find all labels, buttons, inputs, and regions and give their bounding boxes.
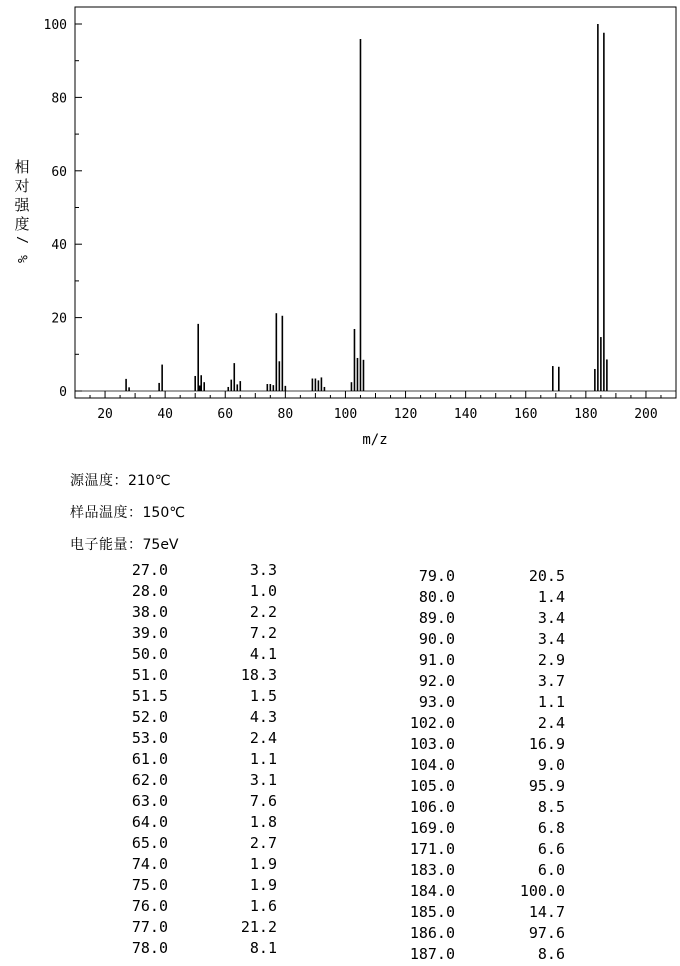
mz-value: 91.0 (418, 651, 455, 669)
intensity-value: 1.6 (249, 897, 277, 915)
mz-value: 65.0 (131, 834, 168, 852)
intensity-value: 1.8 (249, 813, 277, 831)
mz-value: 79.0 (418, 567, 455, 585)
mz-value: 62.0 (131, 771, 168, 789)
intensity-value: 4.1 (249, 645, 277, 663)
intensity-value: 6.0 (537, 861, 565, 879)
mz-value: 78.0 (131, 939, 168, 957)
intensity-value: 3.4 (537, 630, 565, 648)
table-row (0, 881, 680, 902)
mz-value: 74.0 (131, 855, 168, 873)
mz-value: 171.0 (409, 840, 455, 858)
x-axis (75, 391, 676, 422)
mz-value: 90.0 (418, 630, 455, 648)
mz-value: 92.0 (418, 672, 455, 690)
table-row (0, 923, 680, 944)
intensity-value: 2.4 (249, 729, 277, 747)
intensity-value: 20.5 (528, 567, 565, 585)
y-axis-label (14, 158, 30, 263)
x-tick-label: 20 (97, 407, 113, 422)
mz-value: 187.0 (409, 945, 455, 963)
intensity-value: 95.9 (528, 777, 565, 795)
intensity-value: 1.0 (249, 582, 277, 600)
mz-value: 104.0 (409, 756, 455, 774)
mz-value: 105.0 (409, 777, 455, 795)
mz-value: 76.0 (131, 897, 168, 915)
y-label-char: % (14, 255, 29, 263)
x-tick-label: 40 (157, 407, 173, 422)
intensity-value: 8.1 (249, 939, 277, 957)
table-row (0, 671, 680, 692)
sample-temperature-label: 样品温度： (70, 505, 143, 521)
y-tick-label: 60 (51, 164, 67, 180)
mz-value: 27.0 (131, 561, 168, 579)
intensity-value: 1.9 (249, 855, 277, 873)
intensity-value: 3.1 (249, 771, 277, 789)
mz-value: 185.0 (409, 903, 455, 921)
intensity-value: 21.2 (240, 918, 277, 936)
intensity-value: 3.3 (249, 561, 277, 579)
intensity-value: 7.6 (249, 792, 277, 810)
mz-value: 64.0 (131, 813, 168, 831)
intensity-value: 1.9 (249, 876, 277, 894)
mz-value: 186.0 (409, 924, 455, 942)
intensity-value: 2.4 (537, 714, 565, 732)
mz-value: 80.0 (418, 588, 455, 606)
table-row (0, 839, 680, 860)
mz-value: 106.0 (409, 798, 455, 816)
intensity-value: 2.7 (249, 834, 277, 852)
mz-value: 169.0 (409, 819, 455, 837)
intensity-value: 6.8 (537, 819, 565, 837)
intensity-value: 14.7 (528, 903, 565, 921)
source-temperature-label: 源温度： (70, 473, 128, 489)
intensity-value: 2.2 (249, 603, 277, 621)
mz-value: 28.0 (131, 582, 168, 600)
mz-value: 51.5 (131, 687, 168, 705)
intensity-value: 4.3 (249, 708, 277, 726)
x-axis-label: m/z (362, 432, 388, 448)
peak-table-right (0, 566, 680, 966)
electron-energy-label: 电子能量： (70, 537, 143, 553)
y-label-char: 强 (14, 196, 30, 214)
y-label-char: 对 (14, 177, 30, 195)
mz-value: 50.0 (131, 645, 168, 663)
table-row (0, 566, 680, 587)
x-tick-label: 80 (277, 407, 294, 422)
source-temperature-value: 210℃ (128, 473, 171, 489)
mz-value: 53.0 (131, 729, 168, 747)
mz-value: 102.0 (409, 714, 455, 732)
y-tick-label: 40 (51, 238, 67, 254)
sample-temperature-value: 150℃ (142, 505, 185, 521)
y-label-char: 相 (14, 158, 30, 176)
y-label-char: 度 (14, 215, 30, 233)
y-tick-label: 0 (59, 385, 67, 400)
sample-temperature (70, 502, 185, 522)
x-tick-label: 120 (393, 407, 418, 422)
x-tick-label: 180 (574, 407, 598, 422)
mz-value: 103.0 (409, 735, 455, 753)
y-label-char: / (14, 236, 29, 244)
x-tick-label: 160 (514, 407, 538, 422)
y-axis (44, 18, 82, 400)
intensity-value: 2.9 (537, 651, 565, 669)
y-tick-label: 20 (51, 311, 67, 327)
y-tick-label: 80 (51, 91, 67, 107)
table-row (0, 608, 680, 629)
table-row (0, 650, 680, 671)
x-tick-label: 140 (453, 407, 478, 422)
table-row (0, 902, 680, 923)
x-tick-label: 100 (333, 407, 358, 422)
peaks (75, 24, 676, 391)
intensity-value: 7.2 (249, 624, 277, 642)
intensity-value: 3.4 (537, 609, 565, 627)
x-tick-label: 200 (634, 407, 658, 422)
mz-value: 51.0 (131, 666, 168, 684)
intensity-value: 1.1 (249, 750, 277, 768)
plot-frame (75, 7, 676, 398)
table-row (0, 587, 680, 608)
intensity-value: 8.5 (537, 798, 565, 816)
intensity-value: 8.6 (537, 945, 565, 963)
mz-value: 89.0 (418, 609, 455, 627)
mz-value: 52.0 (131, 708, 168, 726)
intensity-value: 1.1 (537, 693, 565, 711)
intensity-value: 1.4 (537, 588, 565, 606)
y-tick-label: 100 (43, 18, 67, 33)
mz-value: 93.0 (418, 693, 455, 711)
intensity-value: 3.7 (537, 672, 565, 690)
mass-spectrum-chart (0, 0, 680, 460)
table-row (0, 944, 680, 965)
table-row (0, 734, 680, 755)
mz-value: 183.0 (409, 861, 455, 879)
intensity-value: 1.5 (249, 687, 277, 705)
table-row (0, 776, 680, 797)
mz-value: 63.0 (131, 792, 168, 810)
table-row (0, 860, 680, 881)
mz-value: 39.0 (131, 624, 168, 642)
table-row (0, 713, 680, 734)
mz-value: 77.0 (131, 918, 168, 936)
table-row (0, 692, 680, 713)
intensity-value: 97.6 (528, 924, 565, 942)
mz-value: 75.0 (131, 876, 168, 894)
electron-energy (70, 534, 179, 554)
mz-value: 184.0 (409, 882, 455, 900)
x-tick-label: 60 (217, 407, 234, 422)
table-row (0, 797, 680, 818)
intensity-value: 6.6 (537, 840, 565, 858)
mz-value: 61.0 (131, 750, 168, 768)
intensity-value: 16.9 (528, 735, 565, 753)
source-temperature (70, 470, 170, 490)
table-row (0, 818, 680, 839)
intensity-value: 9.0 (537, 756, 565, 774)
intensity-value: 18.3 (240, 666, 277, 684)
mz-value: 38.0 (131, 603, 168, 621)
electron-energy-value: 75eV (142, 537, 179, 553)
table-row (0, 629, 680, 650)
intensity-value: 100.0 (519, 882, 565, 900)
table-row (0, 755, 680, 776)
